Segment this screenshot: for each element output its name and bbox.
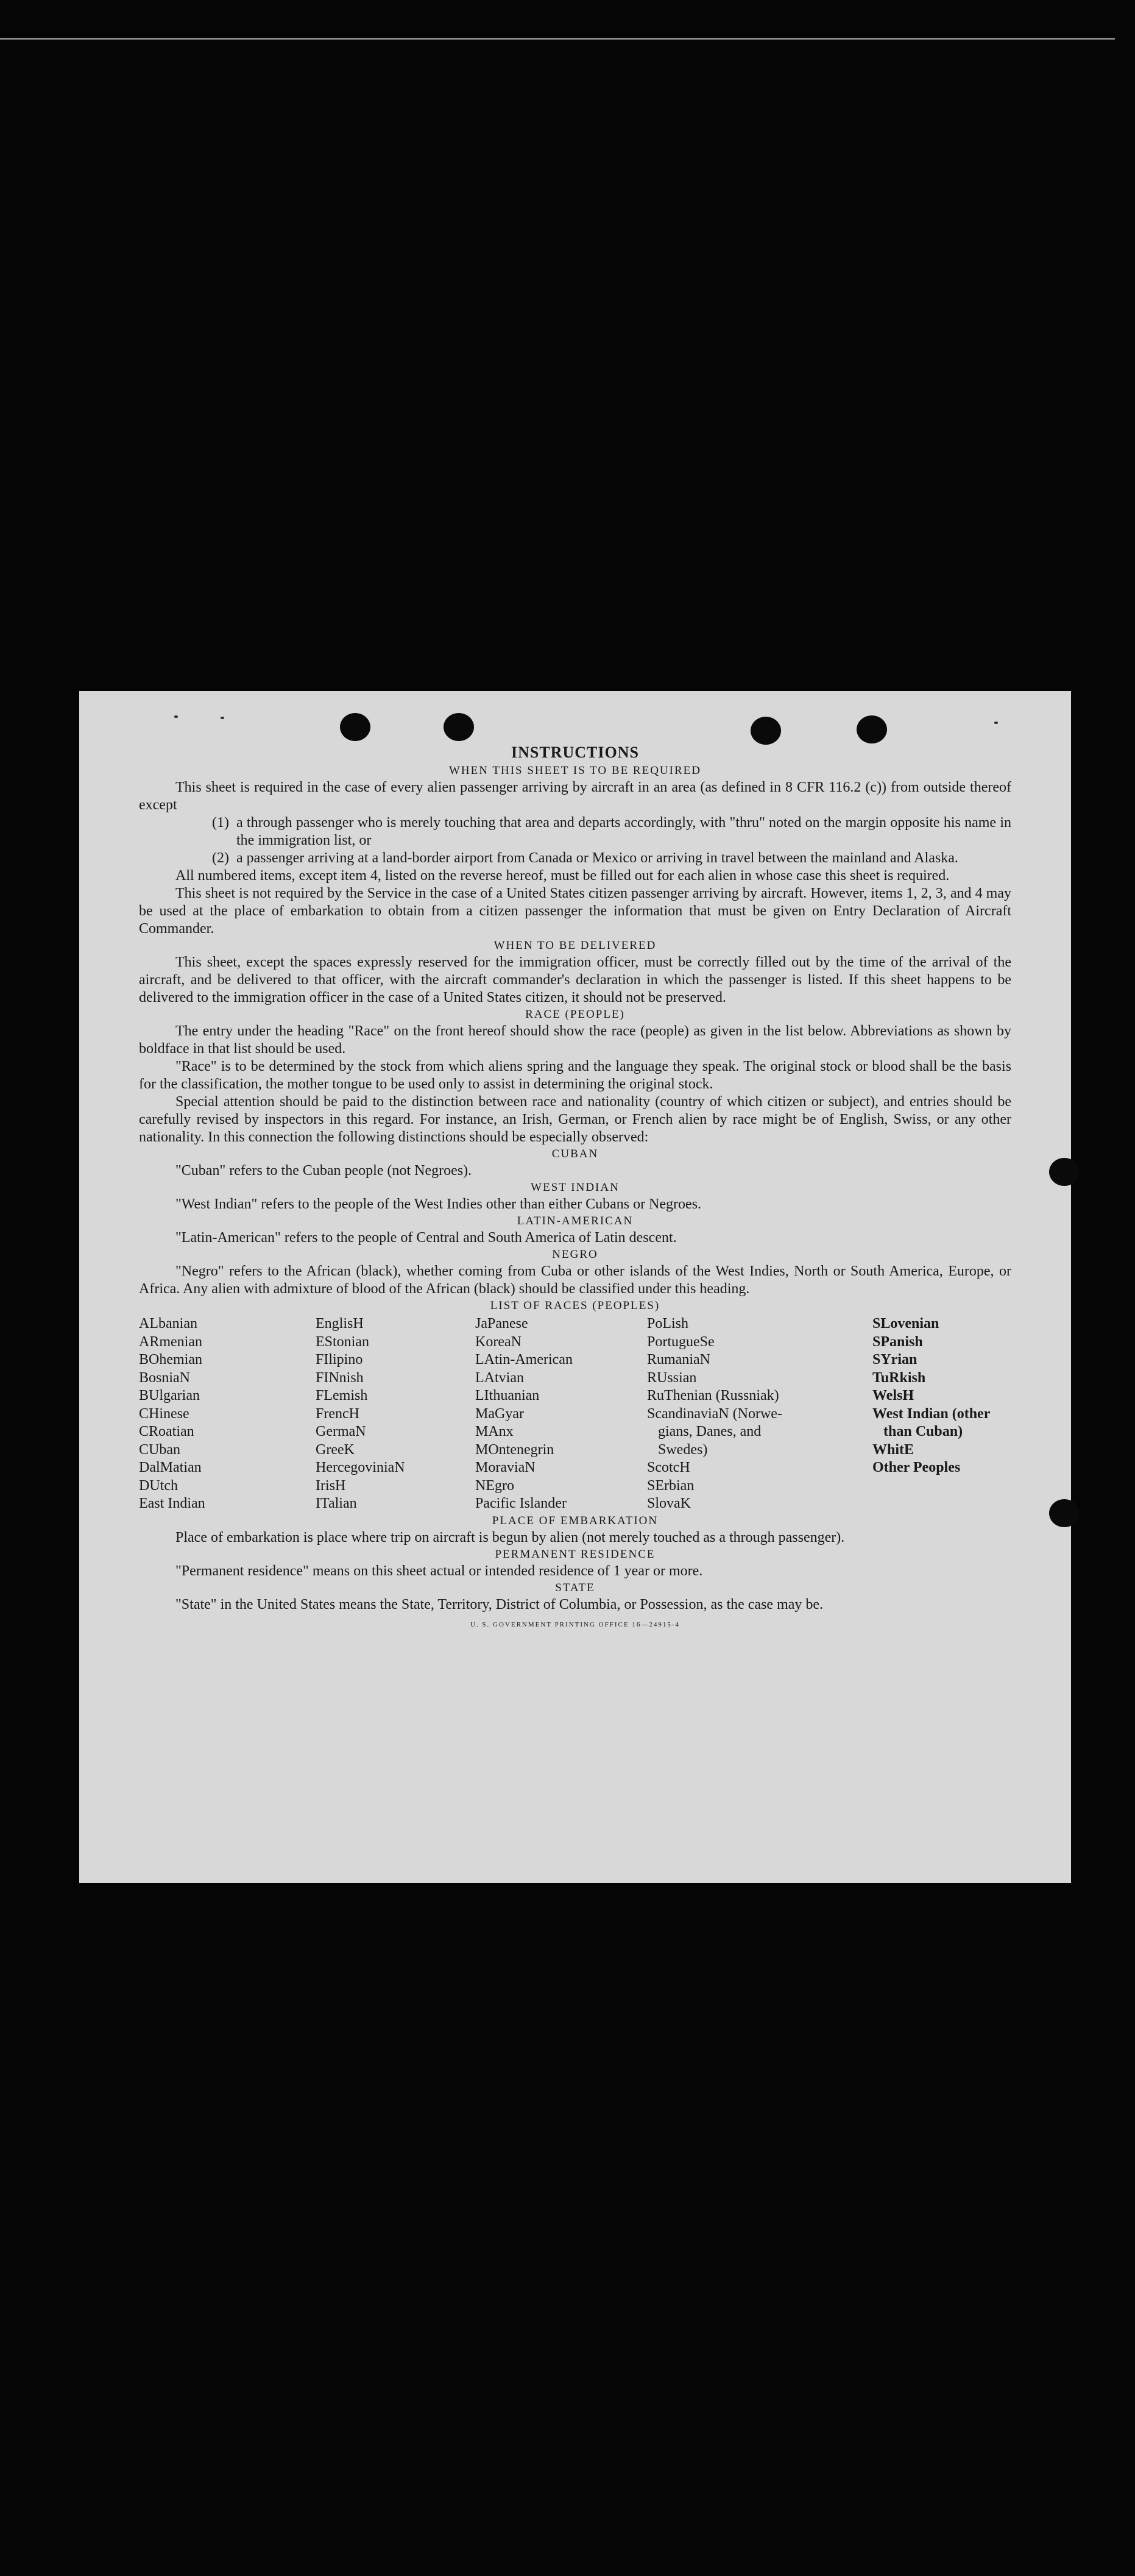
punch-hole — [1049, 1499, 1080, 1527]
punch-hole — [751, 717, 781, 745]
punch-hole — [857, 715, 887, 743]
races-column: JaPanese KoreaN LAtin-American LAtvian LIthuanian MaGyar MAnx MOntenegrin MoraviaN NEgro Pacific Islander — [475, 1316, 573, 1511]
item-number: (2) — [212, 850, 229, 866]
list-item — [212, 850, 1011, 867]
paragraph: This sheet is required in the case of every alien passenger arriving by aircraft in an area (as defined in 8 CFR 116.2 (c)) from outside thereof except — [139, 779, 1011, 813]
paragraph: "Permanent residence" means on this sheet actual or intended residence of 1 year or more. — [175, 1563, 703, 1579]
section-heading-when-delivered: WHEN TO BE DELIVERED — [493, 939, 657, 952]
scan-speck — [221, 717, 224, 719]
races-column: PoLish PortugueSe RumaniaN RUssian RuThenian (Russniak) ScandinaviaN (Norwe- gians, Danes, and Swedes) ScotcH SErbian SlovaK — [647, 1316, 782, 1511]
page-title: INSTRUCTIONS — [511, 743, 639, 761]
punch-hole — [1049, 1158, 1080, 1186]
section-heading-cuban: CUBAN — [551, 1148, 599, 1160]
item-text: a passenger arriving at a land-border airport from Canada or Mexico or arriving in travel between the mainland and Alaska. — [236, 850, 958, 866]
races-column: EnglisH EStonian FIlipino FINnish FLemish FrencH GermaN GreeK HercegoviniaN IrisH ITalian — [316, 1316, 405, 1511]
paragraph: "Cuban" refers to the Cuban people (not Negroes). — [175, 1163, 472, 1179]
printer-imprint: U. S. GOVERNMENT PRINTING OFFICE 16—24915-4 — [470, 1620, 680, 1628]
section-heading-negro: NEGRO — [552, 1248, 598, 1261]
paragraph: "Negro" refers to the African (black), whether coming from Cuba or other islands of the West Indies, North or South America, Europe, or Africa. Any alien with admixture of blood of the African (black) should be classified under this heading. — [139, 1263, 1011, 1297]
punch-hole — [340, 713, 370, 741]
paragraph: "State" in the United States means the State, Territory, District of Columbia, or Possession, as the case may be. — [175, 1596, 824, 1613]
section-heading-race: RACE (PEOPLE) — [525, 1008, 625, 1021]
scan-speck — [994, 722, 998, 724]
instruction-sheet — [79, 691, 1071, 1883]
section-heading-west-indian: WEST INDIAN — [531, 1181, 620, 1194]
paragraph: This sheet is not required by the Service in the case of a United States citizen passenger arriving by aircraft. However, items 1, 2, 3, and 4 may be used at the place of embarkation to obtain from a citizen passenger the information that must be given on Entry Declaration of Aircraft Commander. — [139, 885, 1011, 937]
paragraph: All numbered items, except item 4, listed on the reverse hereof, must be filled out for each alien in whose case this sheet is required. — [175, 868, 950, 884]
paragraph: "West Indian" refers to the people of the West Indies other than either Cubans or Negroes. — [175, 1196, 702, 1212]
section-heading-when-required: WHEN THIS SHEET IS TO BE REQUIRED — [449, 764, 701, 777]
races-column: SLovenian SPanish SYrian TuRkish WelsH West Indian (other than Cuban) WhitE Other Peoples — [872, 1316, 991, 1475]
punch-hole — [444, 713, 474, 741]
paragraph: Place of embarkation is place where trip on aircraft is begun by alien (not merely touched as a through passenger). — [175, 1529, 845, 1545]
section-heading-embarkation: PLACE OF EMBARKATION — [492, 1514, 659, 1527]
item-text: a through passenger who is merely touching that area and departs accordingly, with "thru" noted on the margin opposite his name in the immigration list, or — [236, 815, 1011, 848]
paragraph: The entry under the heading "Race" on the front hereof should show the race (people) as given in the list below. Abbreviations as shown by boldface in that list should be used. — [139, 1023, 1011, 1057]
list-item — [212, 814, 1011, 850]
scan-edge-line — [0, 38, 1115, 40]
section-heading-latin-american: LATIN-AMERICAN — [517, 1215, 634, 1227]
races-table — [139, 1315, 1011, 1513]
scan-speck — [174, 715, 178, 718]
paragraph: "Latin-American" refers to the people of Central and South America of Latin descent. — [175, 1230, 677, 1246]
section-heading-permanent-residence: PERMANENT RESIDENCE — [495, 1547, 656, 1561]
paragraph: "Race" is to be determined by the stock from which aliens spring and the language they speak. The original stock or blood shall be the basis for the classification, the mother tongue to be used only to assist in determining the original stock. — [139, 1059, 1011, 1092]
section-heading-list-of-races: LIST OF RACES (PEOPLES) — [490, 1299, 660, 1312]
item-number: (1) — [212, 815, 229, 831]
section-heading-state: STATE — [555, 1581, 595, 1594]
races-column: ALbanian ARmenian BOhemian BosniaN BUlgarian CHinese CRoatian CUban DalMatian DUtch East Indian — [139, 1316, 205, 1511]
paragraph: Special attention should be paid to the distinction between race and nationality (country of which citizen or subject), and entries should be carefully revised by inspectors in this regard. For instance, an Irish, German, or French alien by race might be of English, Swiss, or any other nationality. In this connection the following distinctions should be especially observed: — [139, 1094, 1011, 1145]
paragraph: This sheet, except the spaces expressly reserved for the immigration officer, must be correctly filled out by the time of the arrival of the aircraft, and be delivered to that officer, with the aircraft commander's declaration in which the passenger is listed. If this sheet happens to be delivered to the immigration officer in the case of a United States citizen, it should not be preserved. — [139, 954, 1011, 1006]
